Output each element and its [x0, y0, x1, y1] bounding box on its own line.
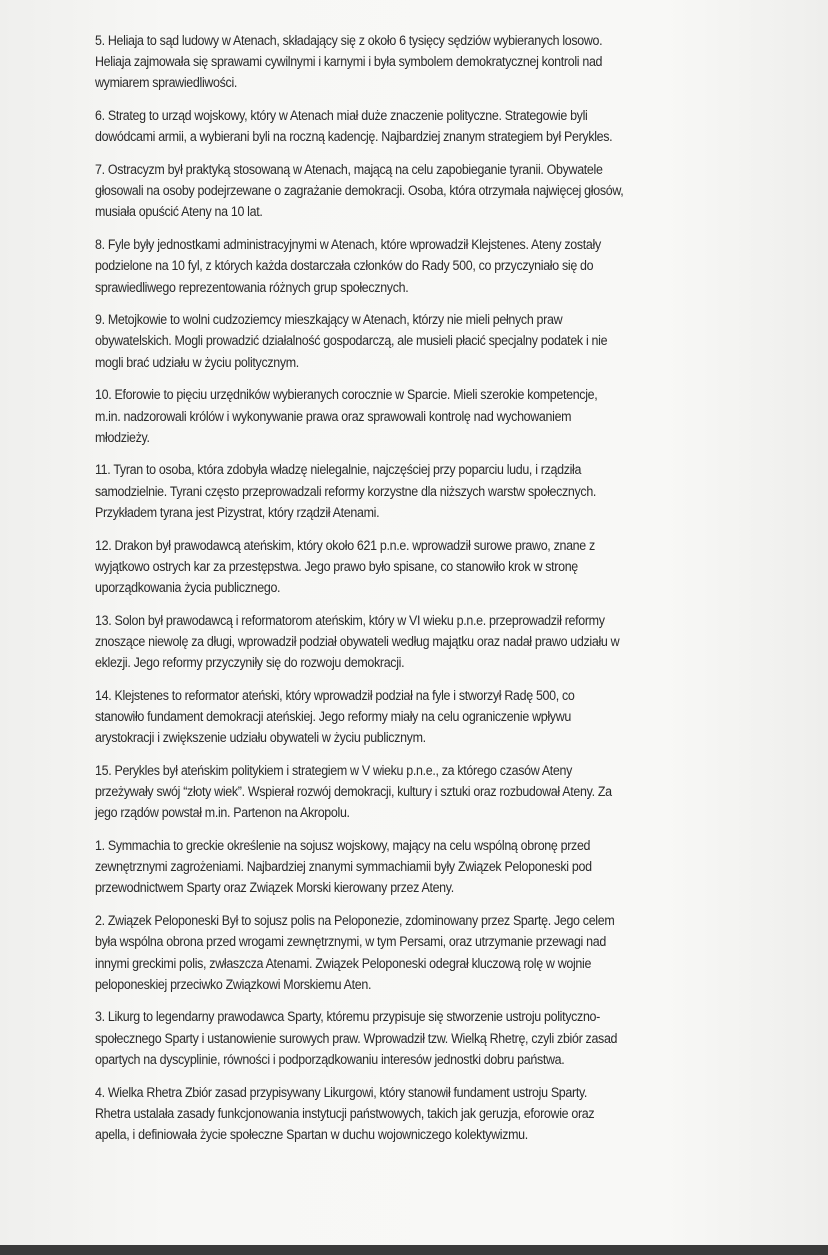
definition-paragraph [95, 535, 785, 599]
text-line: apella, i definiowała życie społeczne Spartan w duchu wojowniczego kolektywizmu. [95, 1126, 528, 1142]
definition-paragraph [95, 459, 785, 523]
text-line: obywatelskich. Mogli prowadzić działalność gospodarczą, ale musieli płacić specjalny podatek i nie [95, 333, 608, 349]
text-line: społecznego Sparty i ustanowienie surowych praw. Wprowadził tzw. Wielką Rhetrę, czyli zbiór zasad [95, 1030, 618, 1046]
text-line: wyjątkowo ostrych kar za przestępstwa. Jego prawo było spisane, co stanowiło krok w stronę [95, 558, 578, 574]
text-line: musiała opuścić Ateny na 10 lat. [95, 204, 263, 220]
text-line: innymi greckimi polis, zwłaszcza Atenami. Związek Peloponeski odegrał kluczową rolę w wojnie [95, 955, 592, 971]
document-body [95, 30, 785, 1157]
definition-paragraph [95, 384, 785, 448]
text-line: jego rządów powstał m.in. Partenon na Akropolu. [95, 805, 350, 821]
text-line: mogli brać udziału w życiu politycznym. [95, 354, 299, 370]
text-line: była wspólna obrona przed wrogami zewnętrznymi, w tym Persami, oraz utrzymanie przewagi nad [95, 934, 606, 950]
text-line: 9. Metojkowie to wolni cudzoziemcy mieszkający w Atenach, którzy nie mieli pełnych praw [95, 312, 563, 328]
definition-paragraph [95, 1082, 785, 1146]
definition-paragraph [95, 760, 785, 824]
text-line: Heliaja zajmowała się sprawami cywilnymi i karnymi i była symbolem demokratycznej kontroli nad [95, 54, 603, 70]
text-line: Przykładem tyrana jest Pizystrat, który rządził Atenami. [95, 504, 380, 520]
text-line: 11. Tyran to osoba, która zdobyła władzę nielegalnie, najczęściej przy poparciu ludu, i rządziła [95, 462, 582, 478]
text-line: 1. Symmachia to greckie określenie na sojusz wojskowy, mający na celu wspólną obronę przed [95, 838, 591, 853]
text-line: 8. Fyle były jednostkami administracyjnymi w Atenach, które wprowadził Klejstenes. Ateny zostały [95, 237, 601, 253]
definition-paragraph [95, 835, 785, 899]
definition-paragraph [95, 105, 785, 147]
text-line: opartych na dyscyplinie, równości i podporządkowaniu interesów jednostki dobru państwa. [95, 1051, 565, 1067]
text-line: podzielone na 10 fyl, z których każda dostarczała członków do Rady 500, co przyczyniało się do [95, 258, 594, 274]
text-line: 6. Strateg to urząd wojskowy, który w Atenach miał duże znaczenie polityczne. Strategowie byli [95, 108, 588, 124]
definition-paragraph [95, 309, 785, 373]
text-line: 5. Heliaja to sąd ludowy w Atenach, składający się z około 6 tysięcy sędziów wybieranych losowo. [95, 33, 603, 48]
text-line: eklezji. Jego reformy przyczyniły się do rozwoju demokracji. [95, 655, 405, 671]
text-line: dowódcami armii, a wybierani byli na roczną kadencję. Najbardziej znanym strategiem był Perykles. [95, 129, 613, 145]
text-line: Rhetra ustalała zasady funkcjonowania instytucji państwowych, takich jak geruzja, eforowie oraz [95, 1105, 595, 1121]
definition-paragraph [95, 234, 785, 298]
definition-paragraph [95, 610, 785, 674]
definition-paragraph [95, 159, 785, 223]
text-line: 4. Wielka Rhetra Zbiór zasad przypisywany Likurgowi, który stanowił fundament ustroju Sparty. [95, 1084, 588, 1100]
text-line: 7. Ostracyzm był praktyką stosowaną w Atenach, mającą na celu zapobieganie tyranii. Obywatele [95, 162, 603, 178]
text-line: 15. Perykles był ateńskim politykiem i strategiem w V wieku p.n.e., za którego czasów Ateny [95, 762, 573, 778]
text-line: zewnętrznymi zagrożeniami. Najbardziej znanymi symmachiamii były Związek Peloponeski pod [95, 859, 592, 875]
text-line: sprawiedliwego reprezentowania różnych grup społecznych. [95, 279, 409, 295]
text-line: 3. Likurg to legendarny prawodawca Sparty, któremu przypisuje się stworzenie ustroju polityczno- [95, 1009, 600, 1025]
text-line: 12. Drakon był prawodawcą ateńskim, który około 621 p.n.e. wprowadził surowe prawo, znane z [95, 537, 595, 553]
text-line: młodzieży. [95, 429, 150, 445]
text-line: stanowiło fundament demokracji ateńskiej. Jego reformy miały na celu ograniczenie wpływu [95, 708, 571, 724]
definition-paragraph [95, 1006, 785, 1070]
text-line: 14. Klejstenes to reformator ateński, który wprowadził podział na fyle i stworzył Radę 500, co [95, 687, 575, 703]
text-line: peloponeskiej przeciwko Związkowi Morskiemu Aten. [95, 976, 372, 992]
text-line: 13. Solon był prawodawcą i reformatorom ateńskim, który w VI wieku p.n.e. przeprowadził reformy [95, 612, 605, 628]
text-line: znoszące niewolę za długi, wprowadził podział obywateli według majątku oraz nadał prawo udziału w [95, 633, 620, 649]
definition-paragraph [95, 685, 785, 749]
definition-paragraph [95, 910, 785, 995]
text-line: głosowali na osoby podejrzewane o zagrażanie demokracji. Osoba, która otrzymała najwięcej głosów, [95, 183, 624, 199]
text-line: przeżywały swój “złoty wiek”. Wspierał rozwój demokracji, kultury i sztuki oraz rozbudował Ateny. Za [95, 784, 612, 800]
text-line: m.in. nadzorowali królów i wykonywanie prawa oraz sprawowali kontrolę nad wychowaniem [95, 408, 572, 424]
text-line: 2. Związek Peloponeski Był to sojusz polis na Peloponezie, zdominowany przez Spartę. Jego celem [95, 913, 615, 929]
definition-paragraph [95, 30, 785, 94]
text-line: 10. Eforowie to pięciu urzędników wybieranych corocznie w Sparcie. Mieli szerokie kompetencje, [95, 387, 598, 403]
text-line: przewodnictwem Sparty oraz Związek Morski kierowany przez Ateny. [95, 880, 454, 896]
text-line: uporządkowania życia publicznego. [95, 579, 281, 595]
text-line: wymiarem sprawiedliwości. [95, 75, 238, 91]
text-line: samodzielnie. Tyrani często przeprowadzali reformy korzystne dla niższych warstw społecznych. [95, 483, 597, 499]
text-line: arystokracji i zwiększenie udziału obywateli w życiu publicznym. [95, 730, 426, 746]
scan-bottom-edge [0, 1245, 828, 1255]
